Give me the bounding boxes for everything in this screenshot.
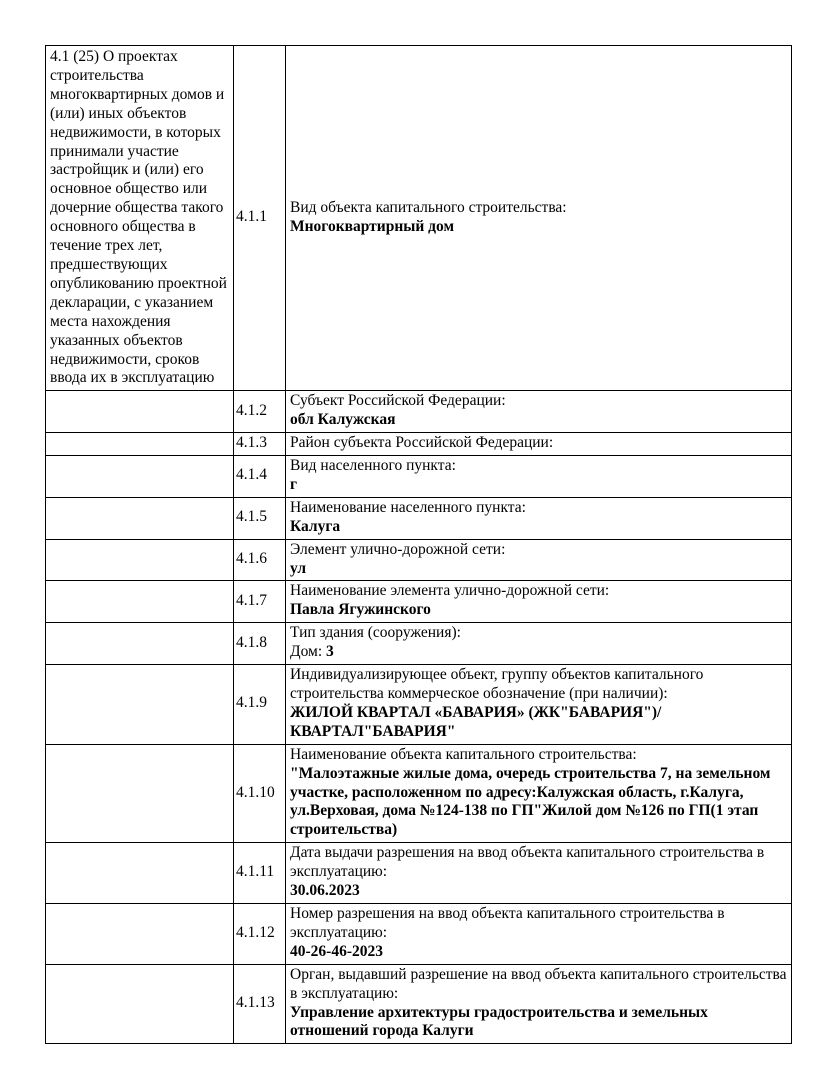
content-cell [286, 497, 792, 539]
table-row [46, 623, 792, 665]
table-row [46, 744, 792, 843]
table-row [46, 843, 792, 904]
field-value: г [290, 475, 298, 493]
field-label: Наименование населенного пункта: [290, 498, 526, 516]
table-row [46, 46, 792, 391]
section-cell [46, 46, 234, 391]
table-row [46, 665, 792, 745]
field-value-line [290, 476, 787, 495]
table-row [46, 456, 792, 498]
table-row [46, 964, 792, 1044]
section-label: 4.1 (25) О проектах строительства многоквартирных домов и (или) иных объектов недвижимости, в которых принимали участие застройщик и (или) его основное общество или дочерние общества такого основного общества в течение трех лет, предшествующих опубликованию проектной декларации, с указанием места нахождения указанных объектов недвижимости, сроков ввода их в эксплуатацию [50, 48, 227, 387]
section-cell-empty [46, 456, 234, 498]
section-cell-empty [46, 581, 234, 623]
field-value-line [290, 882, 787, 901]
field-label: Дата выдачи разрешения на ввод объекта капитального строительства в эксплуатацию: [290, 844, 765, 881]
field-value: Павла Ягужинского [290, 601, 431, 619]
field-value: "Малоэтажные жилые дома, очередь строительства 7, на земельном участке, расположенном по адресу:Калужская область, г.Калуга, ул.Верховая, дома №124-138 по ГП"Жилой дом №126 по ГП(1 этап строительства) [290, 764, 771, 839]
field-value-line [290, 518, 787, 537]
field-label: Вид населенного пункта: [290, 457, 456, 475]
content-cell [286, 433, 792, 456]
field-value-line [290, 943, 787, 962]
content-cell [286, 903, 792, 964]
content-cell [286, 744, 792, 843]
field-value-line [290, 218, 787, 237]
content-cell [286, 581, 792, 623]
content-cell [286, 623, 792, 665]
section-cell-empty [46, 744, 234, 843]
row-code: 4.1.9 [236, 694, 267, 712]
declaration-table [45, 45, 792, 1044]
row-code: 4.1.6 [236, 550, 267, 568]
field-value: Управление архитектуры градостроительства и земельных отношений города Калуги [290, 1003, 708, 1040]
code-cell [234, 665, 286, 745]
field-value-line [290, 1004, 787, 1042]
row-code: 4.1.11 [236, 863, 275, 881]
row-code: 4.1.10 [236, 783, 275, 801]
field-label: Наименование объекта капитального строительства: [290, 745, 637, 763]
row-code: 4.1.12 [236, 923, 275, 941]
row-code: 4.1.8 [236, 633, 267, 651]
section-cell-empty [46, 391, 234, 433]
field-value-line [290, 643, 787, 662]
field-value-line [290, 704, 787, 742]
section-cell-empty [46, 964, 234, 1044]
content-cell [286, 456, 792, 498]
row-code: 4.1.5 [236, 508, 267, 526]
code-cell [234, 744, 286, 843]
field-label: Субъект Российской Федерации: [290, 392, 506, 410]
code-cell [234, 623, 286, 665]
row-code: 4.1.3 [236, 434, 267, 452]
field-value: обл Калужская [290, 411, 396, 429]
section-cell-empty [46, 539, 234, 581]
field-value-line [290, 411, 787, 430]
content-cell [286, 539, 792, 581]
code-cell [234, 903, 286, 964]
table-row [46, 391, 792, 433]
field-value-line [290, 560, 787, 579]
content-cell [286, 391, 792, 433]
content-cell [286, 843, 792, 904]
content-cell [286, 665, 792, 745]
field-value: 40-26-46-2023 [290, 942, 383, 960]
code-cell [234, 433, 286, 456]
field-value: 30.06.2023 [290, 882, 360, 900]
field-value-line [290, 765, 787, 841]
code-cell [234, 391, 286, 433]
field-value-line [290, 601, 787, 620]
row-code: 4.1.13 [236, 994, 275, 1012]
code-cell [234, 964, 286, 1044]
field-label: Элемент улично-дорожной сети: [290, 540, 506, 558]
field-label: Наименование элемента улично-дорожной сети: [290, 582, 610, 600]
section-cell-empty [46, 665, 234, 745]
row-code: 4.1.2 [236, 401, 267, 419]
field-label: Тип здания (сооружения): [290, 624, 461, 642]
field-label: Индивидуализирующее объект, группу объектов капитального строительства коммерческое обозначение (при наличии): [290, 666, 704, 702]
field-label: Орган, выдавший разрешение на ввод объекта капитального строительства в эксплуатацию: [290, 965, 787, 1002]
field-value: ул [290, 559, 307, 577]
content-cell [286, 46, 792, 391]
section-cell-empty [46, 843, 234, 904]
row-code: 4.1.4 [236, 466, 267, 484]
code-cell [234, 497, 286, 539]
content-cell [286, 964, 792, 1044]
field-label: Вид объекта капитального строительства: [290, 198, 567, 216]
field-label: Район субъекта Российской Федерации: [290, 434, 554, 452]
code-cell [234, 456, 286, 498]
field-value: Многоквартирный дом [290, 217, 455, 235]
section-cell-empty [46, 623, 234, 665]
section-cell-empty [46, 433, 234, 456]
field-label: Номер разрешения на ввод объекта капитального строительства в эксплуатацию: [290, 904, 725, 941]
row-code: 4.1.1 [236, 208, 267, 226]
table-row [46, 497, 792, 539]
value-prefix: Дом: [290, 643, 327, 661]
row-code: 4.1.7 [236, 591, 267, 609]
code-cell [234, 581, 286, 623]
section-cell-empty [46, 903, 234, 964]
field-value: Калуга [290, 517, 341, 535]
field-value: ЖИЛОЙ КВАРТАЛ «БАВАРИЯ» (ЖК"БАВАРИЯ")/КВАРТАЛ"БАВАРИЯ" [290, 703, 662, 740]
section-cell-empty [46, 497, 234, 539]
code-cell [234, 46, 286, 391]
table-row [46, 903, 792, 964]
code-cell [234, 843, 286, 904]
table-row [46, 539, 792, 581]
code-cell [234, 539, 286, 581]
field-value: 3 [326, 643, 334, 661]
table-row [46, 581, 792, 623]
table-row [46, 433, 792, 456]
